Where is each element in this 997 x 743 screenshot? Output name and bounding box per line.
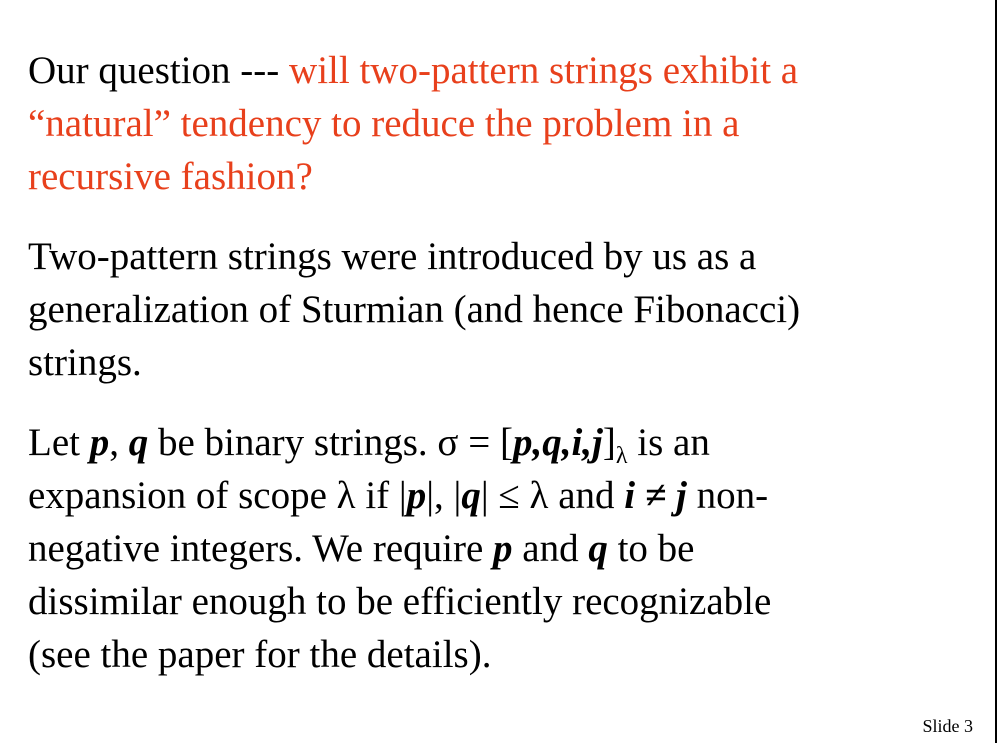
definition-paragraph — [28, 416, 928, 681]
definition-text: non- — [686, 474, 769, 517]
definition-line-4: dissimilar enough to be efficiently recognizable — [28, 580, 772, 623]
intro-line-2: generalization of Sturmian (and hence Fibonacci) — [28, 288, 801, 331]
intro-paragraph — [28, 230, 928, 389]
question-line-3: recursive fashion? — [28, 155, 313, 198]
intro-line-1: Two-pattern strings were introduced by us as a — [28, 235, 757, 278]
definition-text: expansion of scope λ if | — [28, 474, 407, 517]
definition-line-5: (see the paper for the details). — [28, 633, 492, 676]
question-paragraph — [28, 44, 928, 203]
variable-p: p — [406, 474, 427, 517]
definition-text: , — [109, 421, 129, 464]
variable-p: p — [89, 421, 110, 464]
definition-text: be binary strings. σ = [ — [148, 421, 513, 464]
question-highlight-text: will two-pattern strings exhibit a — [289, 49, 799, 92]
variable-q: q — [461, 474, 481, 517]
question-lead-text: Our question --- — [28, 49, 290, 92]
intro-line-3: strings. — [28, 341, 142, 384]
definition-text: and — [512, 527, 589, 570]
question-line-2: “natural” tendency to reduce the problem in a — [28, 102, 740, 145]
definition-text: negative integers. We require — [28, 527, 494, 570]
index-inequality: i ≠ j — [624, 474, 687, 517]
definition-line-1 — [28, 416, 928, 469]
variable-p: p — [493, 527, 513, 570]
definition-text: | ≤ λ and — [480, 474, 625, 517]
expansion-expression: p,q,i,j — [512, 421, 603, 464]
definition-text: Let — [28, 421, 90, 464]
definition-text: |, | — [426, 474, 462, 517]
variable-q: q — [588, 527, 608, 570]
definition-text: to be — [607, 527, 695, 570]
definition-text: is an — [627, 421, 710, 464]
question-line-1 — [28, 44, 928, 97]
definition-line-3 — [28, 522, 928, 575]
definition-text: ] — [602, 421, 616, 464]
variable-q: q — [128, 421, 149, 464]
lambda-subscript: λ — [615, 443, 628, 469]
definition-line-2 — [28, 469, 928, 522]
slide-number: Slide 3 — [922, 716, 973, 736]
